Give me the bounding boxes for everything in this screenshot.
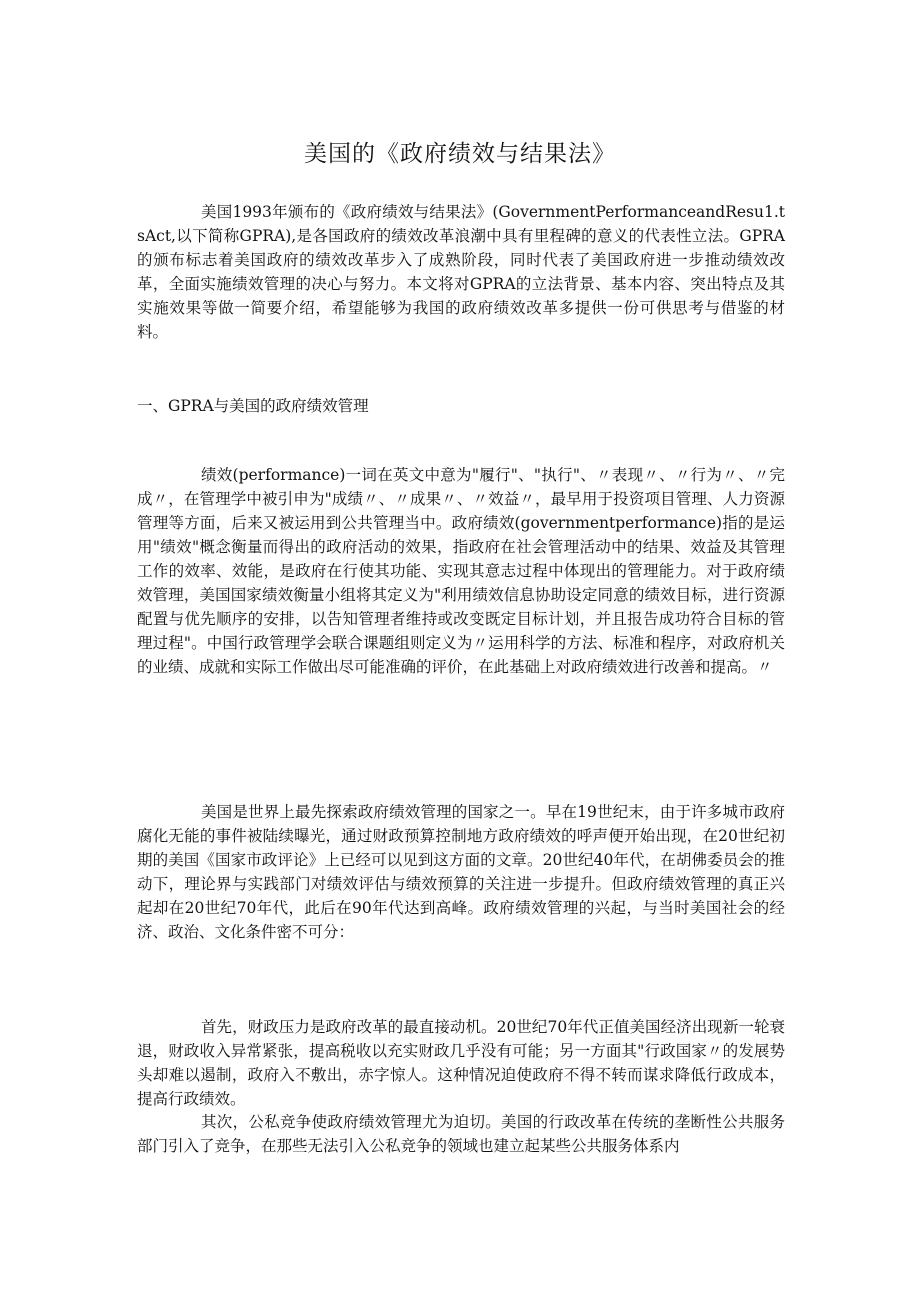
section-heading: 一、GPRA与美国的政府绩效管理 (137, 397, 369, 415)
intro-paragraph: 美国1993年颁布的《政府绩效与结果法》(GovernmentPerformanceandResu1.tsAct,以下简称GPRA),是各国政府的绩效改革浪潮中具有里程碑的意义的代表性立法。GPRA的颁布标志着美国政府的绩效改革步入了成熟阶段，同时代表了美国政府进一步推动绩效改革，全面实施绩效管理的决心与努力。本文将对GPRA的立法背景、基本内容、突出特点及其实施效果等做一简要介绍，希望能够为我国的政府绩效改革多提供一份可供思考与借鉴的材料。 (137, 203, 785, 341)
fiscal-pressure-paragraph: 首先，财政压力是政府改革的最直接动机。20世纪70年代正值美国经济出现新一轮衰退，财政收入异常紧张，提高税收以充实财政几乎没有可能；另一方面其"行政国家〃的发展势头却难以遏制，政府入不敷出，赤字惊人。这种情况迫使政府不得不转而谋求降低行政成本，提高行政绩效。 (137, 1018, 785, 1108)
document-title: 美国的《政府绩效与结果法》 (304, 141, 616, 167)
history-paragraph: 美国是世界上最先探索政府绩效管理的国家之一。早在19世纪末，由于许多城市政府腐化无能的事件被陆续曝光，通过财政预算控制地方政府绩效的呼声便开始出现，在20世纪初期的美国《国家市政评论》上已经可以见到这方面的文章。20世纪40年代，在胡佛委员会的推动下，理论界与实践部门对绩效评估与绩效预算的关注进一步提升。但政府绩效管理的真正兴起却在20世纪70年代，此后在90年代达到高峰。政府绩效管理的兴起，与当时美国社会的经济、政治、文化条件密不可分： (137, 803, 785, 941)
competition-paragraph: 其次，公私竞争使政府绩效管理尤为迫切。美国的行政改革在传统的垄断性公共服务部门引入了竞争，在那些无法引入公私竞争的领域也建立起某些公共服务体系内 (137, 1113, 785, 1155)
performance-definition-paragraph: 绩效(performance)一词在英文中意为"履行"、"执行"、〃表现〃、〃行为〃、〃完成〃，在管理学中被引申为"成绩〃、〃成果〃、〃效益〃，最早用于投资项目管理、人力资源管理等方面，后来又被运用到公共管理当中。政府绩效(governmentperformance)指的是运用"绩效"概念衡量而得出的政府活动的效果，指政府在社会管理活动中的结果、效益及其管理工作的效率、效能，是政府在行使其功能、实现其意志过程中体现出的管理能力。对于政府绩效管理，美国国家绩效衡量小组将其定义为"利用绩效信息协助设定同意的绩效目标，进行资源配置与优先顺序的安排，以告知管理者维持或改变既定目标计划，并且报告成功符合目标的管理过程"。中国行政管理学会联合课题组则定义为〃运用科学的方法、标准和程序，对政府机关的业绩、成就和实际工作做出尽可能准确的评价，在此基础上对政府绩效进行改善和提高。〃 (137, 466, 785, 676)
